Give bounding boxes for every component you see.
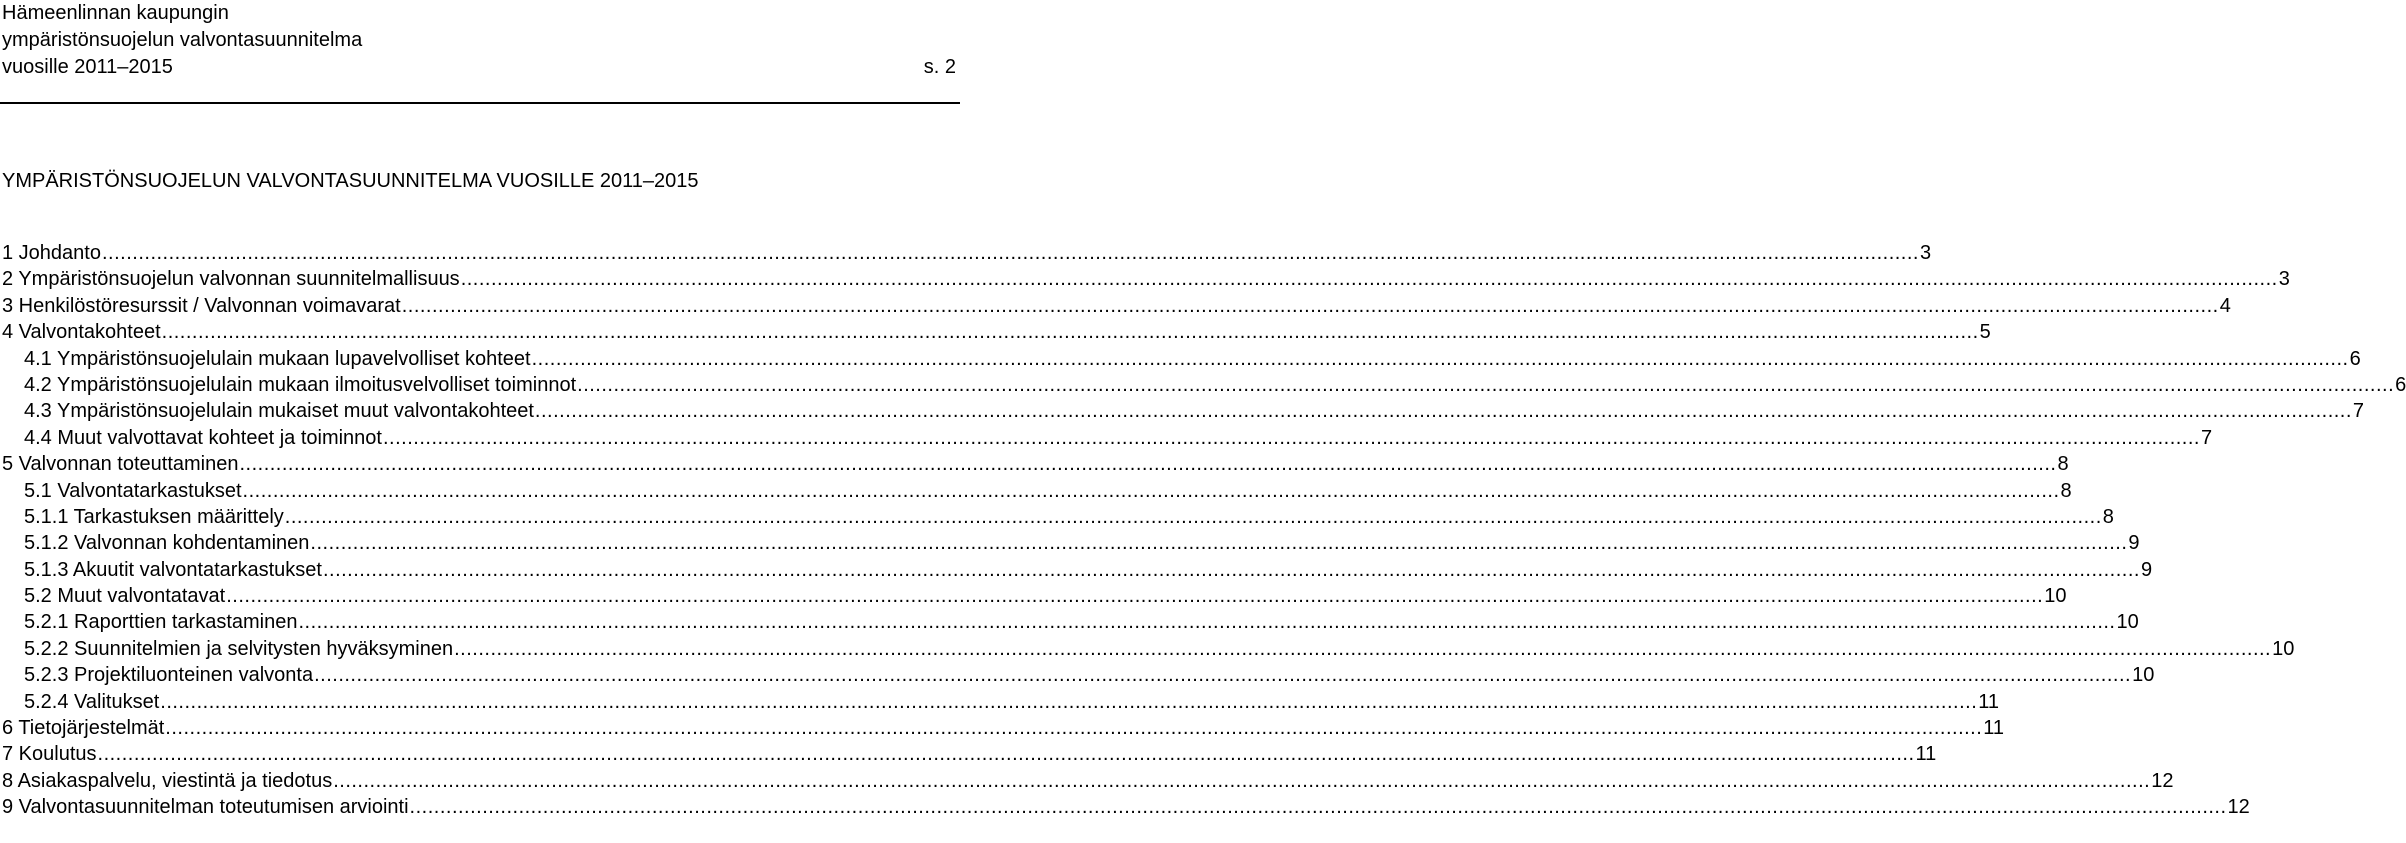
toc-entry[interactable] (2, 636, 2295, 662)
toc-entry[interactable] (2, 794, 2250, 820)
toc-entry[interactable] (2, 266, 2290, 292)
toc-entry-page-number: 3 (2278, 268, 2290, 291)
toc-entry-page-number: 5 (1979, 321, 1991, 344)
toc-entry-label: 7 Koulutus (2, 743, 97, 766)
toc-dot-leader: ............................................................................................................................................................................................................................................................................................................ (310, 532, 2128, 555)
toc-entry-page-number: 10 (2116, 611, 2139, 634)
toc-entry-label: 1 Johdanto (2, 242, 101, 264)
toc-entry[interactable] (2, 372, 2406, 398)
toc-entry[interactable] (2, 478, 2072, 504)
toc-entry[interactable] (2, 240, 1932, 266)
toc-entry[interactable] (2, 451, 2069, 477)
header-row-period (2, 54, 958, 81)
toc-entry[interactable] (2, 557, 2153, 583)
toc-entry[interactable] (2, 530, 2140, 556)
toc-dot-leader: ............................................................................................................................................................................................................................................................................................................ (322, 558, 2140, 581)
toc-entry[interactable] (2, 319, 1991, 345)
document-title: YMPÄRISTÖNSUOJELUN VALVONTASUUNNITELMA VUOSILLE 2011–2015 (2, 170, 699, 192)
toc-entry-label: 4.1 Ympäristönsuojelulain mukaan lupavelvolliset kohteet (24, 347, 531, 370)
toc-dot-leader: ............................................................................................................................................................................................................................................................................................................ (284, 505, 2102, 528)
toc-entry[interactable] (2, 741, 1937, 767)
toc-dot-leader: ............................................................................................................................................................................................................................................................................................................ (226, 585, 2044, 608)
toc-dot-leader: ............................................................................................................................................................................................................................................................................................................ (409, 796, 2227, 819)
toc-dot-leader: ............................................................................................................................................................................................................................................................................................................ (531, 347, 2349, 370)
toc-entry-page-number: 10 (2272, 637, 2295, 660)
toc-dot-leader: ............................................................................................................................................................................................................................................................................................................ (333, 769, 2151, 792)
header-line-plan-name: ympäristönsuojelun valvontasuunnitelma (2, 29, 363, 51)
toc-entry-label: 6 Tietojärjestelmät (2, 717, 165, 740)
toc-entry[interactable] (2, 768, 2174, 794)
toc-entry-page-number: 7 (2352, 400, 2365, 423)
toc-entry[interactable] (2, 662, 2155, 688)
toc-entry-page-number: 10 (2044, 585, 2067, 608)
toc-entry-label: 5.1.2 Valvonnan kohdentaminen (24, 532, 310, 555)
toc-dot-leader: ............................................................................................................................................................................................................................................................................................................ (401, 294, 2219, 317)
toc-entry-page-number: 3 (1919, 242, 1932, 264)
toc-entry-page-number: 8 (2057, 453, 2069, 476)
toc-entry[interactable] (2, 346, 2361, 372)
toc-entry-page-number: 9 (2140, 558, 2153, 581)
page-number: s. 2 (923, 56, 956, 78)
toc-dot-leader: ............................................................................................................................................................................................................................................................................................................ (165, 717, 1983, 740)
toc-entry-label: 5.2.2 Suunnitelmien ja selvitysten hyväksyminen (24, 637, 454, 660)
toc-entry-page-number: 8 (2102, 505, 2114, 528)
toc-entry-label: 5.2.1 Raporttien tarkastaminen (24, 611, 298, 634)
toc-entry-page-number: 6 (2349, 347, 2361, 370)
toc-entry-page-number: 9 (2128, 532, 2140, 555)
toc-entry-page-number: 12 (2227, 796, 2250, 819)
page-header (2, 0, 958, 81)
toc-entry-page-number: 10 (2132, 664, 2155, 687)
toc-entry-label: 5.1 Valvontatarkastukset (24, 479, 242, 502)
toc-dot-leader: ............................................................................................................................................................................................................................................................................................................ (454, 637, 2272, 660)
toc-entry-label: 5.2 Muut valvontatavat (24, 585, 226, 608)
toc-entry-label: 8 Asiakaspalvelu, viestintä ja tiedotus (2, 769, 333, 792)
toc-entry-label: 9 Valvontasuunnitelman toteutumisen arviointi (2, 796, 409, 819)
toc-entry[interactable] (2, 293, 2231, 319)
table-of-contents (2, 240, 2406, 821)
toc-dot-leader: ............................................................................................................................................................................................................................................................................................................ (101, 242, 1919, 264)
toc-entry-label: 3 Henkilöstöresurssit / Valvonnan voimavarat (2, 294, 401, 317)
toc-entry-label: 5.1.1 Tarkastuksen määrittely (24, 505, 284, 528)
toc-entry-label: 5.2.4 Valitukset (24, 690, 160, 713)
toc-entry[interactable] (2, 609, 2139, 635)
toc-entry-label: 4.2 Ympäristönsuojelulain mukaan ilmoitusvelvolliset toiminnot (24, 373, 577, 396)
toc-entry[interactable] (2, 689, 2000, 715)
toc-entry-label: 5.1.3 Akuutit valvontatarkastukset (24, 558, 322, 581)
toc-entry-page-number: 11 (1915, 743, 1937, 766)
toc-dot-leader: ............................................................................................................................................................................................................................................................................................................ (161, 321, 1979, 344)
toc-entry-label: 5.2.3 Projektiluonteinen valvonta (24, 664, 314, 687)
toc-entry-label: 4 Valvontakohteet (2, 321, 161, 344)
toc-dot-leader: ............................................................................................................................................................................................................................................................................................................ (97, 743, 1915, 766)
header-line-organization: Hämeenlinnan kaupungin (2, 2, 229, 24)
toc-entry-label: 2 Ympäristönsuojelun valvonnan suunnitelmallisuus (2, 268, 460, 291)
toc-entry[interactable] (2, 715, 2005, 741)
toc-entry[interactable] (2, 398, 2365, 424)
toc-entry-page-number: 6 (2395, 373, 2406, 396)
toc-entry-page-number: 11 (1978, 690, 2000, 713)
toc-entry-label: 5 Valvonnan toteuttaminen (2, 453, 239, 476)
toc-entry-page-number: 7 (2200, 426, 2213, 449)
toc-entry-label: 4.3 Ympäristönsuojelulain mukaiset muut valvontakohteet (24, 400, 534, 423)
toc-dot-leader: ............................................................................................................................................................................................................................................................................................................ (314, 664, 2132, 687)
header-divider (0, 102, 960, 104)
toc-dot-leader: ............................................................................................................................................................................................................................................................................................................ (382, 426, 2200, 449)
toc-entry[interactable] (2, 583, 2067, 609)
toc-entry-page-number: 8 (2060, 479, 2072, 502)
toc-entry-page-number: 11 (1983, 717, 2005, 740)
toc-entry[interactable] (2, 504, 2114, 530)
toc-entry-page-number: 4 (2219, 294, 2231, 317)
toc-dot-leader: ............................................................................................................................................................................................................................................................................................................ (534, 400, 2352, 423)
toc-entry[interactable] (2, 425, 2213, 451)
toc-dot-leader: ............................................................................................................................................................................................................................................................................................................ (460, 268, 2278, 291)
header-line-period: vuosille 2011–2015 (2, 56, 173, 78)
toc-dot-leader: ............................................................................................................................................................................................................................................................................................................ (160, 690, 1978, 713)
toc-dot-leader: ............................................................................................................................................................................................................................................................................................................ (298, 611, 2116, 634)
toc-entry-page-number: 12 (2151, 769, 2174, 792)
toc-dot-leader: ............................................................................................................................................................................................................................................................................................................ (577, 373, 2395, 396)
toc-entry-label: 4.4 Muut valvottavat kohteet ja toiminnot (24, 426, 382, 449)
toc-dot-leader: ............................................................................................................................................................................................................................................................................................................ (242, 479, 2060, 502)
toc-dot-leader: ............................................................................................................................................................................................................................................................................................................ (239, 453, 2057, 476)
